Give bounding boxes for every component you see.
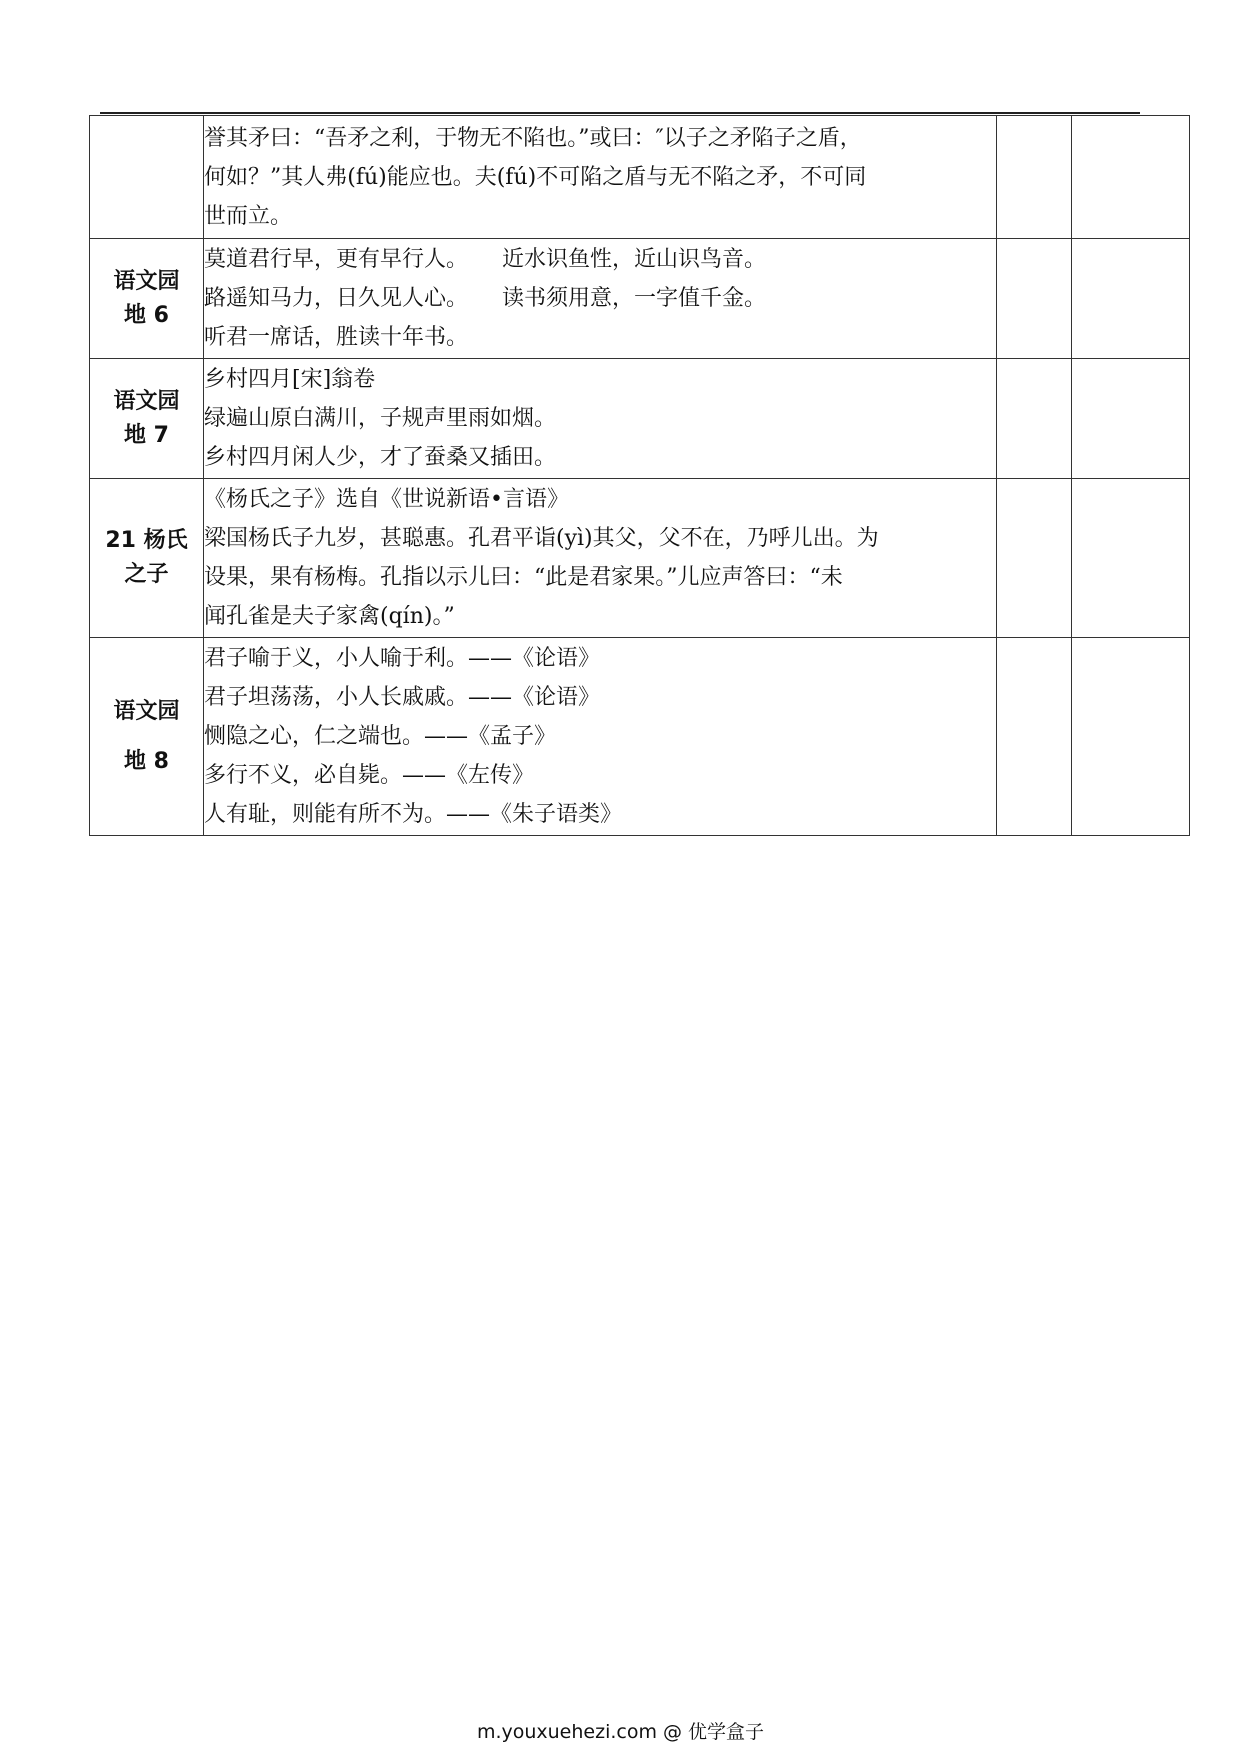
check-cell[interactable] xyxy=(997,359,1072,479)
text-line: 誉其矛曰：“吾矛之利，于物无不陷也。”或曰：″以子之矛陷子之盾， xyxy=(204,125,862,151)
row-text xyxy=(204,638,997,836)
row-title xyxy=(90,479,204,638)
footer-watermark[interactable]: m.youxuehezi.com @ 优学盒子 xyxy=(476,1721,765,1743)
row-text xyxy=(204,116,997,239)
text-line: 君子喻于义，小人喻于利。——《论语》 xyxy=(204,646,601,671)
text-line xyxy=(204,279,996,318)
text-line: 何如？”其人弗(fú)能应也。夫(fú)不可陷之盾与无不陷之矛，不可同 xyxy=(204,164,867,190)
row-title-line: 21 杨氏 xyxy=(105,528,188,553)
check-cell[interactable] xyxy=(997,479,1072,638)
table-row xyxy=(90,359,1190,479)
text-line: 君子坦荡荡，小人长戚戚。——《论语》 xyxy=(204,685,601,710)
text-line: 闻孔雀是夫子家禽(qín)。” xyxy=(204,604,455,629)
proverb: 路遥知马力，日久见人心。 xyxy=(204,286,469,311)
row-title-line: 地 8 xyxy=(124,748,169,774)
check-cell[interactable] xyxy=(1072,116,1190,239)
proverb: 读书须用意，一字值千金。 xyxy=(502,286,767,311)
text-line: 多行不义，必自毙。——《左传》 xyxy=(204,763,535,788)
text-line: 设果，果有杨梅。孔指以示儿曰：“此是君家果。”儿应声答曰：“未 xyxy=(204,565,843,590)
text-line: 绿遍山原白满川，子规声里雨如烟。 xyxy=(204,406,557,431)
check-cell[interactable] xyxy=(1072,638,1190,836)
row-title-line: 之子 xyxy=(124,562,169,587)
row-title xyxy=(90,239,204,359)
check-cell[interactable] xyxy=(997,239,1072,359)
row-text xyxy=(204,359,997,479)
row-title-line: 语文园 xyxy=(113,698,180,724)
proverb: 莫道君行早，更有早行人。 xyxy=(204,247,469,272)
row-title-line: 地 6 xyxy=(124,302,169,328)
text-line: 乡村四月[宋]翁卷 xyxy=(204,367,376,392)
check-cell[interactable] xyxy=(997,638,1072,836)
proverb: 近水识鱼性，近山识鸟音。 xyxy=(502,247,767,272)
text-line: 《杨氏之子》选自《世说新语•言语》 xyxy=(204,487,569,512)
recitation-table xyxy=(89,115,1190,836)
table-row xyxy=(90,479,1190,638)
row-title xyxy=(90,116,204,239)
header-rule xyxy=(100,112,1140,114)
row-text xyxy=(204,479,997,638)
row-title xyxy=(90,359,204,479)
table-row xyxy=(90,116,1190,239)
table-row xyxy=(90,239,1190,359)
text-line: 乡村四月闲人少，才了蚕桑又插田。 xyxy=(204,445,557,470)
row-title-line: 地 7 xyxy=(124,422,169,448)
table-row xyxy=(90,638,1190,836)
row-title-line: 语文园 xyxy=(113,268,180,294)
check-cell[interactable] xyxy=(1072,239,1190,359)
text-line xyxy=(204,240,996,279)
text-line: 梁国杨氏子九岁，甚聪惠。孔君平诣(yì)其父，父不在，乃呼儿出。为 xyxy=(204,526,879,551)
check-cell[interactable] xyxy=(997,116,1072,239)
row-text xyxy=(204,239,997,359)
text-line: 人有耻，则能有所不为。——《朱子语类》 xyxy=(204,802,623,827)
check-cell[interactable] xyxy=(1072,479,1190,638)
text-line: 世而立。 xyxy=(204,203,293,229)
check-cell[interactable] xyxy=(1072,359,1190,479)
row-title-line: 语文园 xyxy=(113,388,180,414)
text-line: 听君一席话，胜读十年书。 xyxy=(204,325,469,350)
text-line: 恻隐之心，仁之端也。——《孟子》 xyxy=(204,724,557,749)
row-title xyxy=(90,638,204,836)
